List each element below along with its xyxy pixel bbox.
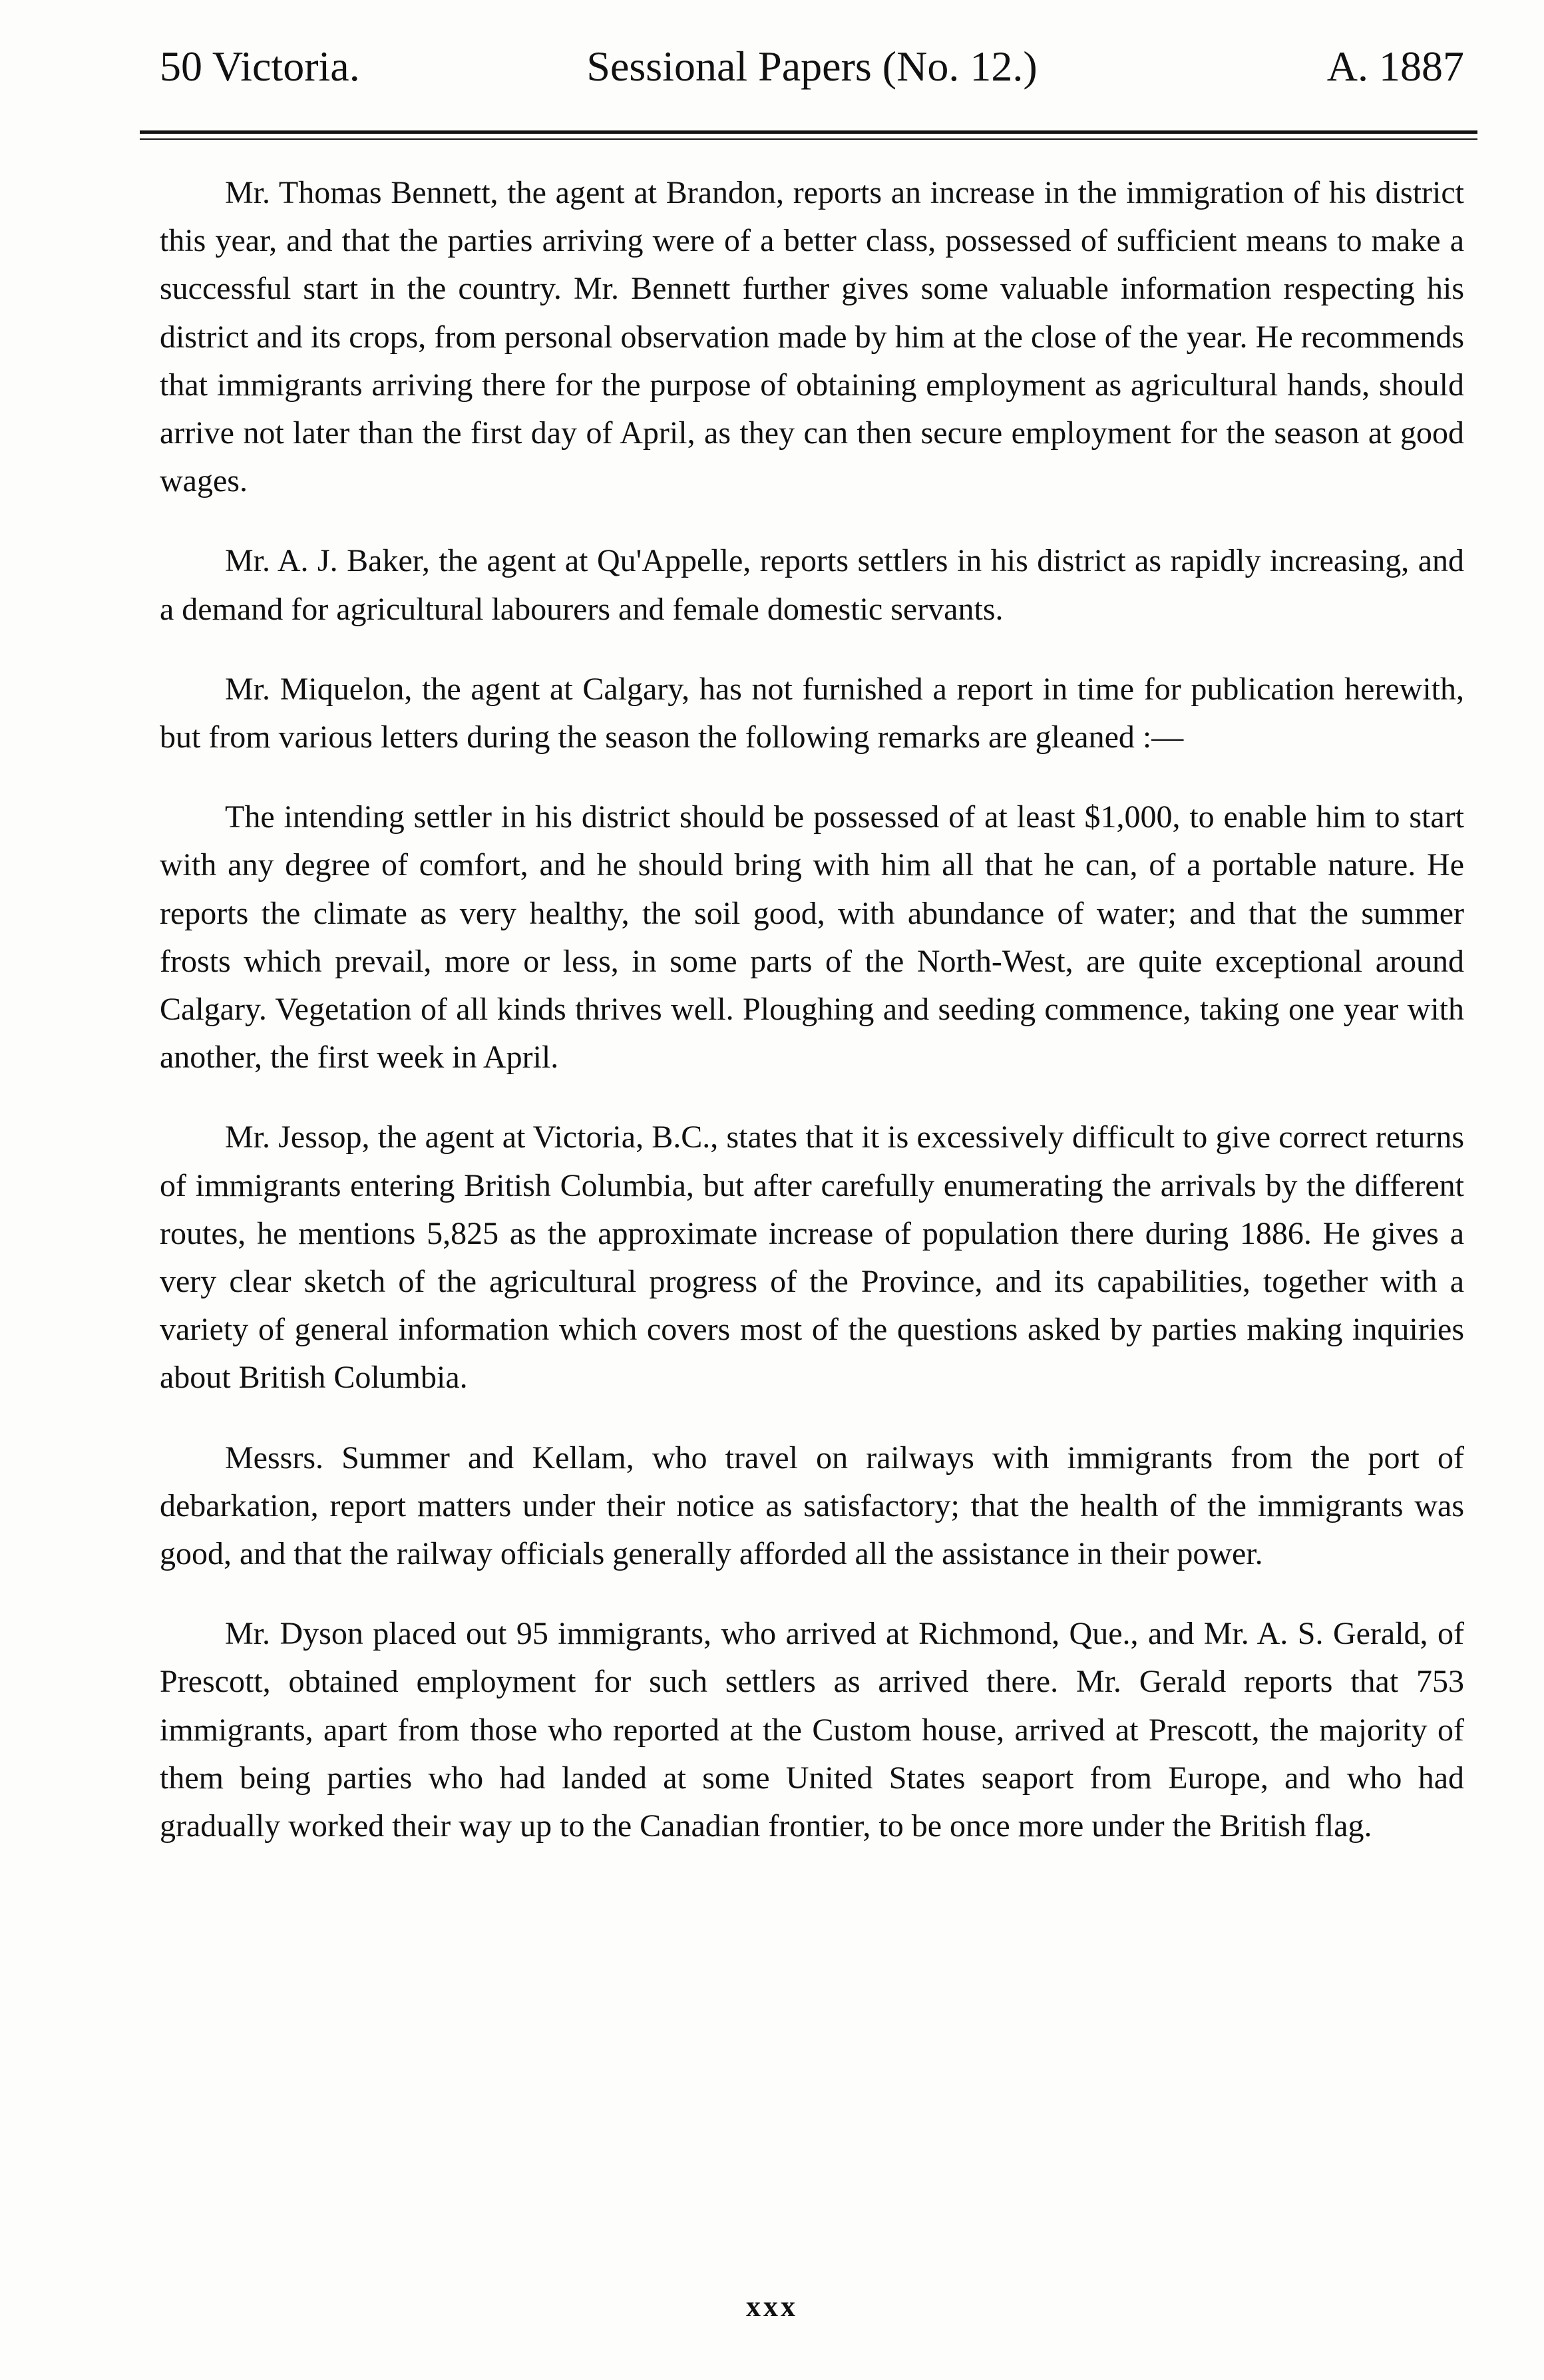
paragraph-bennett: Mr. Thomas Bennett, the agent at Brandon, reports an increase in the immigration of his district this year, and that the parties arriving were of a better class, possessed of sufficient means to make a successful start in the country. Mr. Bennett further gives some valuable information respecting his district and its crops, from personal observation made by him at the close of the year. He recommends that immigrants arriving there for the purpose of obtaining employment as agricultural hands, should arrive not later than the first day of April, as they can then secure employment for the season at good wages. xyxy=(160,175,1464,499)
page-folio: xxx xyxy=(746,2290,798,2323)
header-title: Sessional Papers (No. 12.) xyxy=(586,43,1038,90)
header-volume: 50 Victoria. xyxy=(160,43,360,90)
paragraph-dyson-gerald: Mr. Dyson placed out 95 immigrants, who arrived at Richmond, Que., and Mr. A. S. Gerald, of Prescott, obtained employment for such settlers as arrived there. Mr. Gerald reports that 753 immigrants, apart from those who reported at the Custom house, arrived at Prescott, the majority of them being parties who had landed at some United States seaport from Europe, and who had gradually worked their way up to the Canadian frontier, to be once more under the British flag. xyxy=(160,1616,1464,1844)
body-text xyxy=(160,169,1464,1882)
header-year: A. 1887 xyxy=(1326,43,1464,90)
paragraph-calgary-remarks: The intending settler in his district should be possessed of at least $1,000, to enable him to start with any degree of comfort, and he should bring with him all that he can, of a portable nature. He reports the climate as very healthy, the soil good, with abundance of water; and that the summer frosts which prevail, more or less, in some parts of the North-West, are quite exceptional around Calgary. Vegetation of all kinds thrives well. Ploughing and seeding commence, taking one year with another, the first week in April. xyxy=(160,799,1464,1076)
paragraph-miquelon: Mr. Miquelon, the agent at Calgary, has not furnished a report in time for publication herewith, but from various letters during the season the following remarks are gleaned :— xyxy=(160,671,1464,755)
paragraph-summer-kellam: Messrs. Summer and Kellam, who travel on railways with immigrants from the port of debarkation, report matters under their notice as satisfactory; that the health of the immigrants was good, and that the railway officials generally afforded all the assistance in their power. xyxy=(160,1440,1464,1572)
paragraph-jessop: Mr. Jessop, the agent at Victoria, B.C., states that it is excessively difficult to give correct returns of immigrants entering British Columbia, but after carefully enumerating the arrivals by the different routes, he mentions 5,825 as the approximate increase of population there during 1886. He gives a very clear sketch of the agricultural progress of the Province, and its capabilities, together with a variety of general information which covers most of the questions asked by parties making inquiries about British Columbia. xyxy=(160,1119,1464,1396)
paragraph-baker: Mr. A. J. Baker, the agent at Qu'Appelle, reports settlers in his district as rapidly increasing, and a demand for agricultural labourers and female domestic servants. xyxy=(160,543,1464,627)
header-rule xyxy=(140,130,1477,140)
running-header xyxy=(160,27,1464,106)
